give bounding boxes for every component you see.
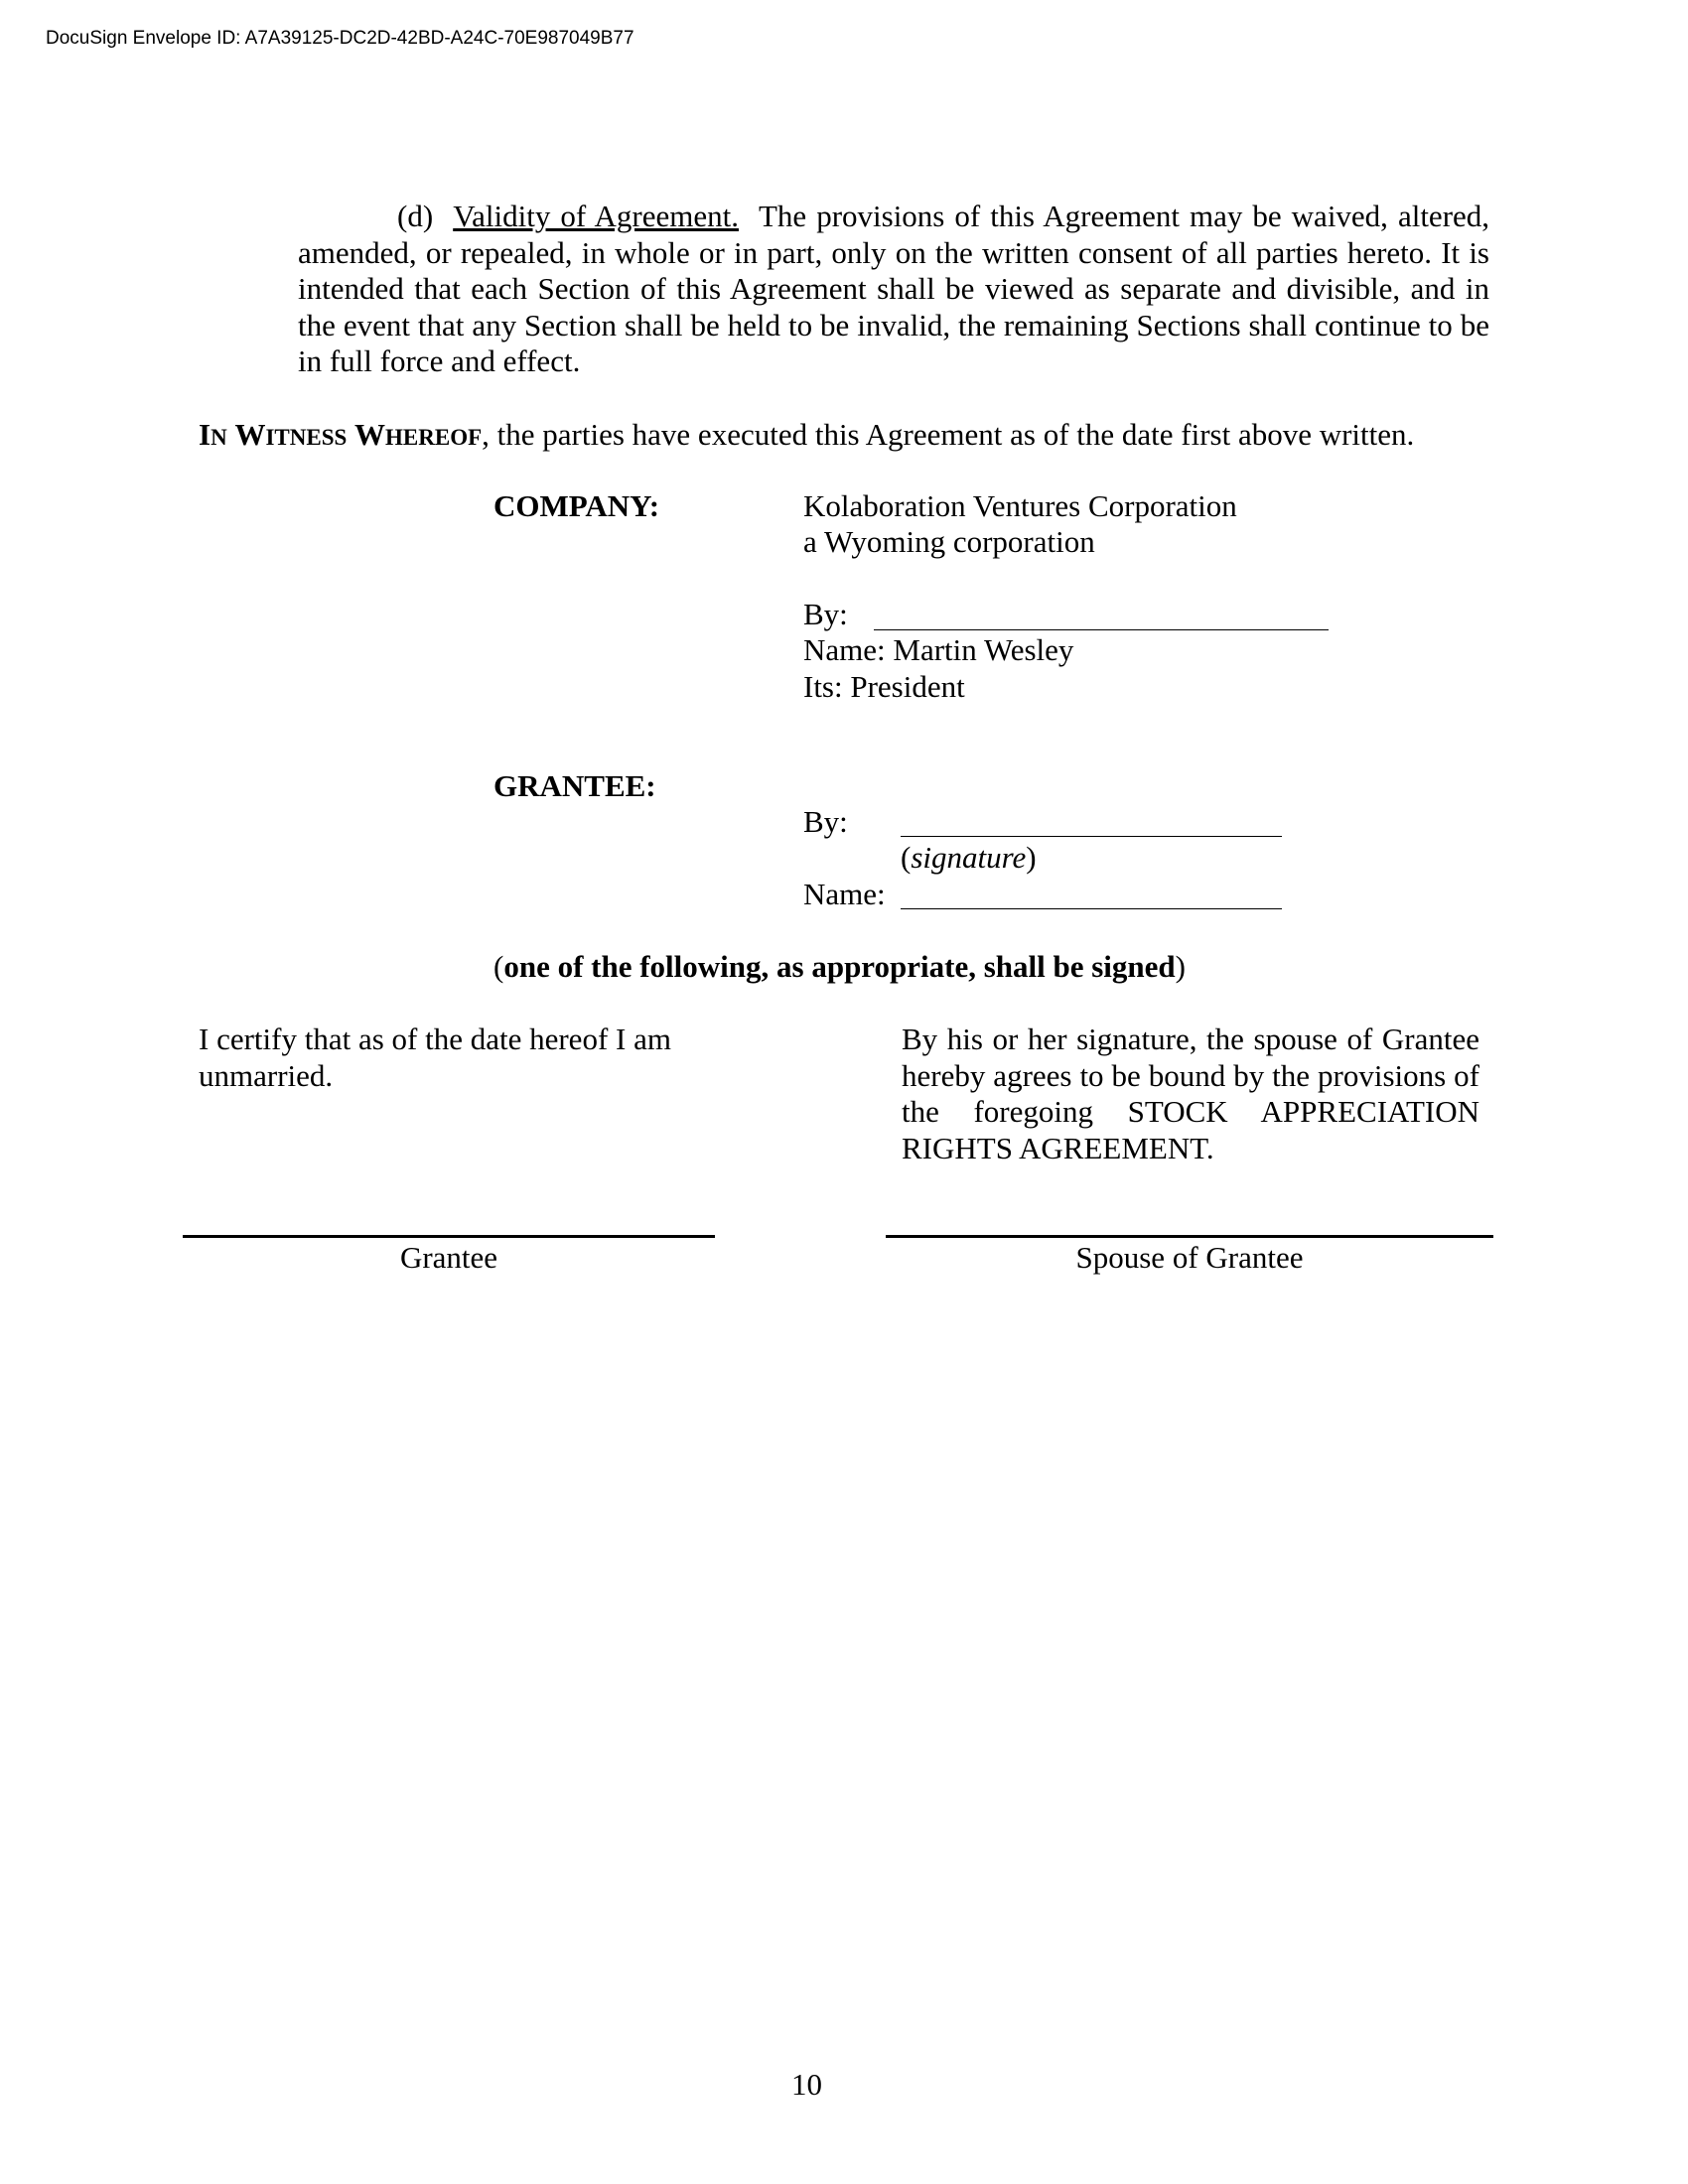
witness-small-1: N	[211, 425, 227, 450]
unmarried-certification: I certify that as of the date hereof I am unmarried.	[199, 1022, 671, 1093]
spouse-signature-label: Spouse of Grantee	[1075, 1240, 1304, 1275]
section-d-paragraph	[298, 199, 1489, 380]
grantee-signature-line[interactable]	[901, 836, 1282, 837]
section-d-body: The provisions of this Agreement may be waived, altered, amended, or repealed, in whole or in part, only on the written consent of all parties hereto. It is intended that each Section of this Agreement shall be viewed as separate and divisible, and in the event that any Section shall be held to be invalid, the remaining Sections shall continue to be in full force and effect.	[298, 199, 1490, 378]
company-signer-name: Name: Martin Wesley	[803, 632, 1074, 667]
company-name: Kolaboration Ventures Corporation	[803, 488, 1237, 523]
in-witness-whereof	[199, 417, 1499, 457]
grantee-final-signature-line[interactable]	[183, 1235, 715, 1238]
witness-cap-2: W	[234, 417, 266, 452]
grantee-signature-caption: (signature)	[901, 840, 1037, 875]
company-signature-line[interactable]	[874, 629, 1329, 630]
docusign-envelope-id: DocuSign Envelope ID: A7A39125-DC2D-42BD-A24C-70E987049B77	[46, 28, 634, 49]
witness-small-3: HEREOF	[385, 425, 483, 450]
spouse-signature-line[interactable]	[886, 1235, 1493, 1238]
spouse-consent: By his or her signature, the spouse of Grantee hereby agrees to be bound by the provisions of the foregoing STOCK APPRECIATION RIGHTS AGREEMENT.	[902, 1022, 1479, 1165]
company-by-label: By:	[803, 597, 848, 631]
grantee-name-label: Name:	[803, 877, 886, 911]
company-signer-title: Its: President	[803, 669, 965, 704]
page-number: 10	[791, 2067, 822, 2102]
grantee-signature-label: Grantee	[399, 1240, 498, 1275]
signing-instruction: (one of the following, as appropriate, shall be signed)	[493, 949, 1186, 984]
witness-text: , the parties have executed this Agreement as of the date first above written.	[482, 417, 1415, 452]
witness-cap-3: W	[354, 417, 386, 452]
grantee-name-line[interactable]	[901, 908, 1282, 909]
section-d-title: Validity of Agreement.	[453, 199, 739, 233]
grantee-label: GRANTEE:	[493, 768, 656, 803]
grantee-by-label: By:	[803, 804, 848, 839]
section-d-number: (d)	[397, 199, 434, 233]
witness-small-2: ITNESS	[265, 425, 348, 450]
company-type: a Wyoming corporation	[803, 524, 1095, 559]
witness-cap-1: I	[199, 417, 211, 452]
company-label: COMPANY:	[493, 488, 660, 523]
